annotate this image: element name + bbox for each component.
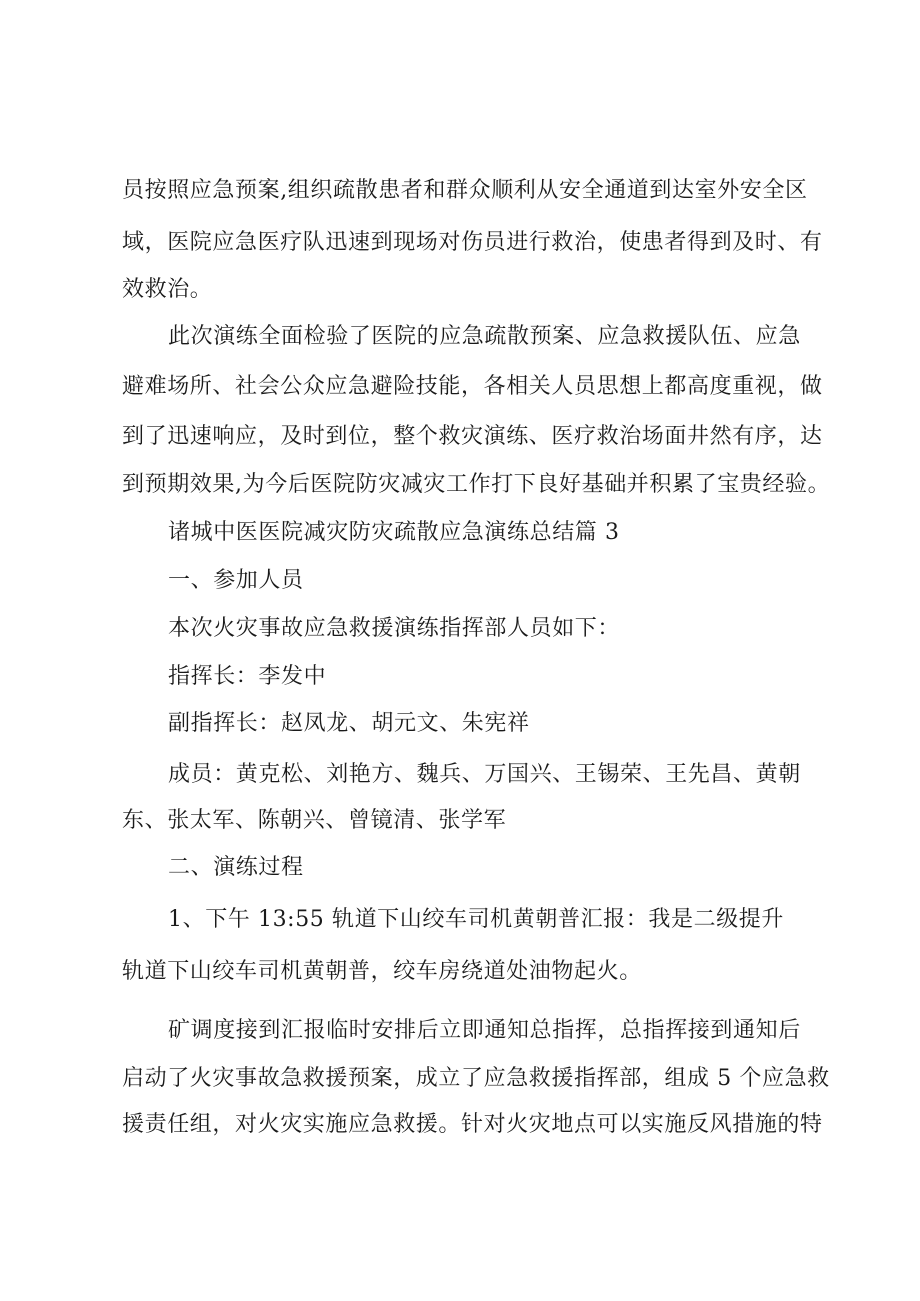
text-line: 援责任组，对火灾实施应急救援。针对火灾地点可以实施反风措施的特: [122, 1112, 823, 1137]
text-line: 轨道下山绞车司机黄朝普，绞车房绕道处油物起火。: [122, 959, 642, 984]
members-line-continued: 东、张太军、陈朝兴、曾镜清、张学军: [122, 808, 507, 833]
section-title: 诸城中医医院减灾防灾疏散应急演练总结篇 3: [168, 520, 620, 545]
members-line: 成员：黄克松、刘艳方、魏兵、万国兴、王锡荣、王先昌、黄朝: [168, 762, 801, 787]
text-line: 到预期效果,为今后医院防灾减灾工作打下良好基础并积累了宝贵经验。: [122, 472, 831, 497]
text-line: 本次火灾事故应急救援演练指挥部人员如下：: [168, 616, 621, 641]
text-line: 到了迅速响应，及时到位，整个救灾演练、医疗救治场面井然有序，达: [122, 424, 823, 449]
process-step-1: 1、下午 13:55 轨道下山绞车司机黄朝普汇报：我是二级提升: [168, 907, 784, 932]
text-line: 避难场所、社会公众应急避险技能，各相关人员思想上都高度重视，做: [122, 374, 823, 399]
paragraph-first-line: 矿调度接到汇报临时安排后立即通知总指挥，总指挥接到通知后: [168, 1018, 801, 1043]
paragraph-first-line: 此次演练全面检验了医院的应急疏散预案、应急救援队伍、应急: [168, 324, 801, 349]
text-line: 员按照应急预案,组织疏散患者和群众顺利从安全通道到达室外安全区: [122, 178, 808, 203]
heading-participants: 一、参加人员: [168, 568, 304, 593]
text-line: 效救治。: [122, 277, 213, 302]
deputy-commander-line: 副指挥长：赵凤龙、胡元文、朱宪祥: [168, 711, 530, 736]
heading-process: 二、演练过程: [168, 855, 304, 880]
text-line: 启动了火灾事故急救援预案，成立了应急救援指挥部，组成 5 个应急救: [122, 1066, 830, 1091]
text-line: 域，医院应急医疗队迅速到现场对伤员进行救治，使患者得到及时、有: [122, 230, 823, 255]
commander-line: 指挥长：李发中: [168, 664, 327, 689]
